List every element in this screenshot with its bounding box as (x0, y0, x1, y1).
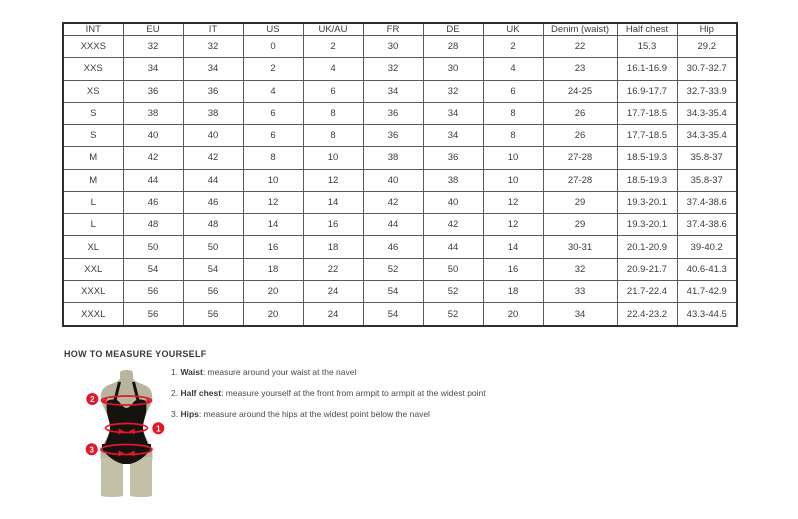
table-cell: 39-40.2 (677, 236, 737, 258)
table-cell: 2 (243, 58, 303, 80)
table-cell: 6 (303, 80, 363, 102)
table-cell: 50 (423, 258, 483, 280)
column-header: EU (123, 23, 183, 36)
table-cell: 14 (303, 191, 363, 213)
table-cell: 4 (303, 58, 363, 80)
table-cell: 32 (363, 58, 423, 80)
table-cell: 40 (123, 125, 183, 147)
table-cell: 0 (243, 36, 303, 58)
column-header: DE (423, 23, 483, 36)
table-cell: 8 (483, 102, 543, 124)
table-cell: 38 (363, 147, 423, 169)
instruction-label: Hips (180, 409, 199, 419)
table-cell: 32 (123, 36, 183, 58)
table-cell: 32 (423, 80, 483, 102)
table-cell: 44 (123, 169, 183, 191)
table-cell: 42 (423, 214, 483, 236)
table-cell: 41.7-42.9 (677, 280, 737, 302)
table-cell: 34.3-35.4 (677, 125, 737, 147)
measure-instruction (171, 383, 486, 404)
table-cell: 38 (423, 169, 483, 191)
table-cell: 36 (363, 125, 423, 147)
table-row (63, 147, 737, 169)
table-cell: XXS (63, 58, 123, 80)
instruction-number: 3. (171, 409, 181, 419)
table-cell: 32 (183, 36, 243, 58)
measure-instruction (171, 404, 486, 425)
table-cell: 21.7-22.4 (617, 280, 677, 302)
table-cell: 30 (363, 36, 423, 58)
table-row (63, 36, 737, 58)
table-cell: 17.7-18.5 (617, 125, 677, 147)
table-cell: 32 (543, 258, 617, 280)
table-cell: 27-28 (543, 147, 617, 169)
table-cell: 36 (423, 147, 483, 169)
table-cell: 2 (303, 36, 363, 58)
instruction-number: 2. (171, 388, 181, 398)
table-cell: 10 (243, 169, 303, 191)
table-cell: 8 (303, 102, 363, 124)
table-cell: 42 (183, 147, 243, 169)
table-cell: M (63, 169, 123, 191)
table-cell: 50 (183, 236, 243, 258)
table-cell: 4 (483, 58, 543, 80)
table-cell: 24-25 (543, 80, 617, 102)
table-cell: 19.3-20.1 (617, 191, 677, 213)
table-cell: M (63, 147, 123, 169)
column-header: UK (483, 23, 543, 36)
table-cell: 17.7-18.5 (617, 102, 677, 124)
table-cell: 56 (183, 280, 243, 302)
table-cell: 52 (423, 303, 483, 326)
table-cell: 26 (543, 102, 617, 124)
table-cell: 42 (363, 191, 423, 213)
table-cell: 46 (183, 191, 243, 213)
waist-badge-number: 1 (156, 424, 161, 434)
table-cell: 48 (183, 214, 243, 236)
table-cell: 29 (543, 214, 617, 236)
table-cell: 38 (123, 102, 183, 124)
table-cell: 30-31 (543, 236, 617, 258)
table-row (63, 303, 737, 326)
table-cell: 36 (183, 80, 243, 102)
column-header: Half chest (617, 23, 677, 36)
table-cell: 34 (123, 58, 183, 80)
table-cell: 54 (363, 303, 423, 326)
table-row (63, 236, 737, 258)
table-cell: 12 (483, 214, 543, 236)
table-cell: 10 (483, 169, 543, 191)
table-cell: 8 (243, 147, 303, 169)
table-cell: 22 (303, 258, 363, 280)
column-header: INT (63, 23, 123, 36)
instruction-text: : measure yourself at the front from armpit to armpit at the widest point (221, 388, 486, 398)
table-cell: L (63, 214, 123, 236)
column-header: US (243, 23, 303, 36)
table-cell: 12 (243, 191, 303, 213)
column-header: Denim (waist) (543, 23, 617, 36)
table-row (63, 280, 737, 302)
table-cell: 22 (543, 36, 617, 58)
how-to-measure-heading: HOW TO MEASURE YOURSELF (64, 349, 207, 359)
table-cell: 36 (123, 80, 183, 102)
table-cell: 28 (423, 36, 483, 58)
table-cell: XS (63, 80, 123, 102)
table-cell: 34 (423, 125, 483, 147)
table-cell: 18 (483, 280, 543, 302)
table-cell: 42 (123, 147, 183, 169)
table-cell: 6 (243, 125, 303, 147)
table-cell: 40 (183, 125, 243, 147)
hips-badge-number: 3 (89, 445, 94, 455)
table-cell: 54 (363, 280, 423, 302)
instruction-label: Half chest (180, 388, 222, 398)
table-cell: 10 (483, 147, 543, 169)
mannequin-illustration (80, 369, 170, 502)
instruction-text: : measure around the hips at the widest point below the navel (198, 409, 430, 419)
table-row (63, 169, 737, 191)
table-cell: 15.3 (617, 36, 677, 58)
size-chart-header-row (63, 23, 737, 36)
table-cell: XXXL (63, 280, 123, 302)
table-cell: 43.3-44.5 (677, 303, 737, 326)
table-cell: 20.1-20.9 (617, 236, 677, 258)
table-cell: 38 (183, 102, 243, 124)
chest-badge-number: 2 (90, 395, 95, 404)
table-cell: 8 (303, 125, 363, 147)
size-chart-table (62, 22, 738, 327)
table-cell: 23 (543, 58, 617, 80)
table-cell: 48 (123, 214, 183, 236)
table-row (63, 125, 737, 147)
table-cell: 44 (363, 214, 423, 236)
measure-instructions (171, 362, 486, 425)
table-cell: 40 (363, 169, 423, 191)
table-cell: 36 (363, 102, 423, 124)
table-cell: XXXL (63, 303, 123, 326)
table-cell: 6 (483, 80, 543, 102)
table-cell: 34 (423, 102, 483, 124)
table-cell: 26 (543, 125, 617, 147)
table-cell: XL (63, 236, 123, 258)
table-cell: 16 (243, 236, 303, 258)
table-cell: 22.4-23.2 (617, 303, 677, 326)
table-row (63, 58, 737, 80)
table-cell: 12 (303, 169, 363, 191)
table-row (63, 80, 737, 102)
table-cell: 14 (243, 214, 303, 236)
table-cell: 24 (303, 303, 363, 326)
table-cell: 18.5-19.3 (617, 147, 677, 169)
table-cell: 16 (483, 258, 543, 280)
table-cell: 14 (483, 236, 543, 258)
table-cell: 40.6-41.3 (677, 258, 737, 280)
table-cell: 8 (483, 125, 543, 147)
table-cell: 29 (543, 191, 617, 213)
table-cell: 24 (303, 280, 363, 302)
mannequin-left-leg (101, 457, 123, 497)
table-cell: 10 (303, 147, 363, 169)
instruction-number: 1. (171, 367, 181, 377)
table-cell: 52 (423, 280, 483, 302)
table-cell: 18.5-19.3 (617, 169, 677, 191)
table-cell: 46 (123, 191, 183, 213)
table-cell: 4 (243, 80, 303, 102)
table-cell: L (63, 191, 123, 213)
table-cell: 20 (483, 303, 543, 326)
table-cell: 56 (123, 303, 183, 326)
table-row (63, 214, 737, 236)
table-cell: 33 (543, 280, 617, 302)
table-cell: 16 (303, 214, 363, 236)
column-header: UK/AU (303, 23, 363, 36)
table-cell: 20 (243, 280, 303, 302)
table-cell: 32.7-33.9 (677, 80, 737, 102)
table-cell: 34.3-35.4 (677, 102, 737, 124)
table-cell: 2 (483, 36, 543, 58)
table-cell: S (63, 125, 123, 147)
table-cell: 46 (363, 236, 423, 258)
table-cell: 18 (303, 236, 363, 258)
table-cell: 34 (543, 303, 617, 326)
table-cell: 37.4-38.6 (677, 214, 737, 236)
table-cell: 52 (363, 258, 423, 280)
table-cell: 35.8-37 (677, 169, 737, 191)
table-row (63, 102, 737, 124)
table-cell: 20 (243, 303, 303, 326)
table-cell: 44 (423, 236, 483, 258)
table-cell: 34 (363, 80, 423, 102)
column-header: Hip (677, 23, 737, 36)
table-row (63, 191, 737, 213)
table-cell: XXXS (63, 36, 123, 58)
table-cell: 35.8-37 (677, 147, 737, 169)
mannequin-right-leg (130, 457, 152, 497)
table-cell: 54 (183, 258, 243, 280)
table-cell: 29.2 (677, 36, 737, 58)
column-header: IT (183, 23, 243, 36)
table-cell: 20.9-21.7 (617, 258, 677, 280)
measure-instruction (171, 362, 486, 383)
table-cell: 19.3-20.1 (617, 214, 677, 236)
table-cell: 56 (183, 303, 243, 326)
table-cell: 16.9-17.7 (617, 80, 677, 102)
table-cell: 30 (423, 58, 483, 80)
table-cell: 54 (123, 258, 183, 280)
table-cell: 18 (243, 258, 303, 280)
table-cell: XXL (63, 258, 123, 280)
table-cell: S (63, 102, 123, 124)
table-row (63, 258, 737, 280)
table-cell: 34 (183, 58, 243, 80)
table-cell: 6 (243, 102, 303, 124)
table-cell: 50 (123, 236, 183, 258)
table-cell: 37.4-38.6 (677, 191, 737, 213)
table-cell: 16.1-16.9 (617, 58, 677, 80)
table-cell: 56 (123, 280, 183, 302)
table-cell: 40 (423, 191, 483, 213)
column-header: FR (363, 23, 423, 36)
table-cell: 44 (183, 169, 243, 191)
table-cell: 30.7-32.7 (677, 58, 737, 80)
table-cell: 27-28 (543, 169, 617, 191)
table-cell: 12 (483, 191, 543, 213)
instruction-text: : measure around your waist at the navel (202, 367, 357, 377)
instruction-label: Waist (180, 367, 203, 377)
